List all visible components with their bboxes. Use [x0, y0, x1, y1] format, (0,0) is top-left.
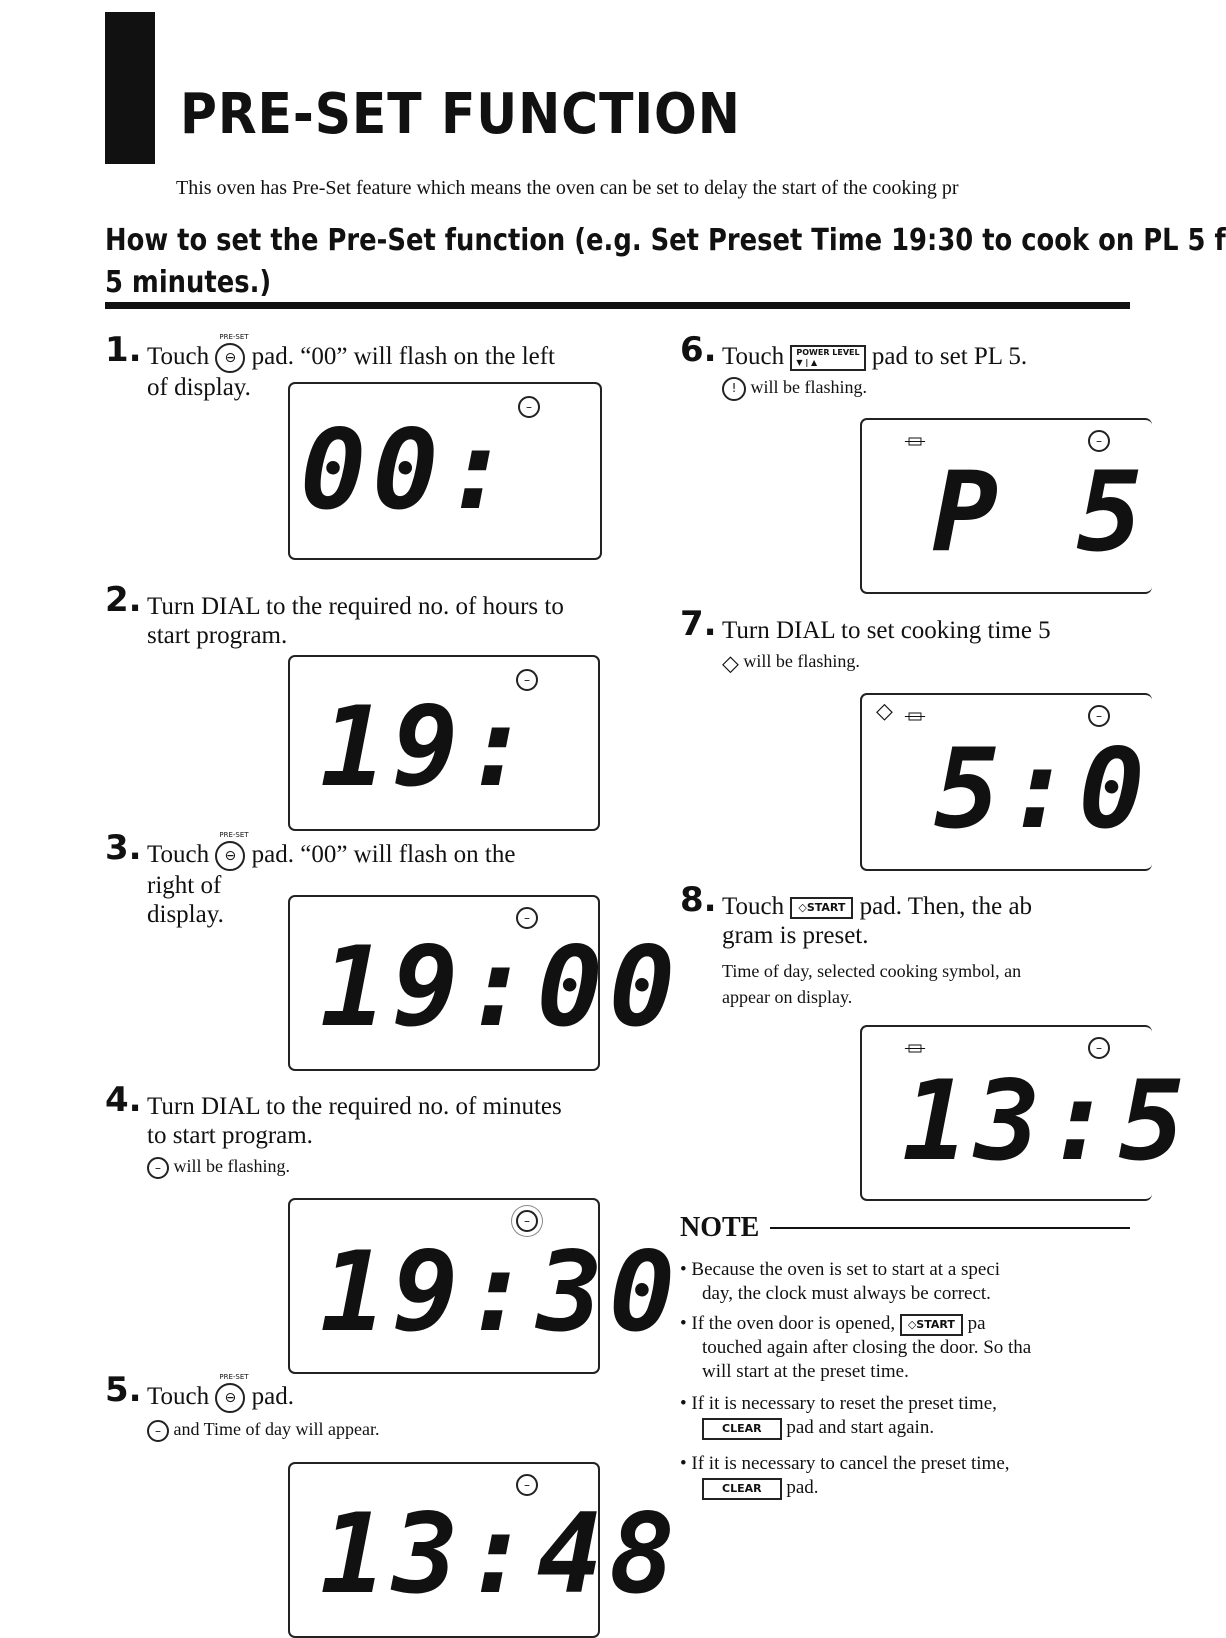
clear-pad-icon: CLEAR — [702, 1418, 782, 1440]
step-text: Turn DIAL to the required no. of hours to — [147, 593, 564, 620]
step-number: 1. — [105, 330, 142, 370]
step-text: display. — [147, 901, 224, 929]
heading-line-1: How to set the Pre-Set function (e.g. Set Preset Time 19:30 to cook on PL 5 f — [105, 223, 1226, 258]
step-text: pad. “00” will flash on the left — [251, 343, 556, 370]
cooking-pot-icon: ⏛ — [904, 706, 927, 731]
display-digits: 5:0 — [934, 725, 1151, 853]
preset-pad-icon: PRE-SET ⊖ — [215, 841, 245, 871]
lcd-display — [288, 655, 600, 831]
clock-icon: – — [516, 1474, 538, 1496]
note-text: will start at the preset time. — [702, 1361, 909, 1382]
step-number: 3. — [105, 828, 142, 868]
lcd-display — [288, 1462, 682, 1638]
step-5 — [105, 1370, 645, 1452]
display-digits: 13:48 — [320, 1490, 682, 1618]
step-2 — [105, 580, 645, 662]
step-number: 2. — [105, 580, 142, 620]
lcd-display — [860, 418, 1152, 594]
step-text: pad. Then, the ab — [859, 893, 1033, 920]
step-text: pad. “00” will flash on the — [251, 841, 516, 868]
lcd-display — [860, 1025, 1191, 1201]
note-text: pad and start again. — [786, 1417, 935, 1438]
clock-icon: – — [147, 1420, 169, 1442]
clock-icon: – — [1088, 430, 1110, 452]
note-title: NOTE — [680, 1212, 760, 1243]
display-digits: 00: — [300, 406, 517, 534]
step-number: 7. — [680, 604, 717, 644]
step-number: 8. — [680, 880, 717, 920]
clock-icon: – — [147, 1157, 169, 1179]
display-digits: 19: — [320, 683, 537, 811]
note-text: day, the clock must always be correct. — [702, 1283, 991, 1304]
note-item-4 — [680, 1452, 1010, 1500]
lcd-display — [860, 693, 1152, 871]
flashing-clock-icon: – — [516, 1210, 538, 1232]
step-text: Touch — [147, 1383, 210, 1410]
note-item-2 — [680, 1312, 1031, 1384]
page-title: PRE-SET FUNCTION — [180, 82, 741, 147]
clock-icon: – — [516, 907, 538, 929]
display-digits: P 5 — [932, 448, 1149, 576]
step-text: pad. — [251, 1383, 294, 1410]
step-text: Touch — [147, 841, 210, 868]
clock-icon: – — [518, 396, 540, 418]
note-text: • If it is necessary to reset the preset time, — [680, 1393, 997, 1414]
preset-pad-icon: PRE-SET ⊖ — [215, 1383, 245, 1413]
step-text: right of — [147, 872, 222, 900]
note-item-1 — [680, 1258, 1000, 1306]
pad-caption: PRE-SET — [219, 1373, 249, 1382]
pad-caption: PRE-SET — [219, 333, 249, 342]
section-heading — [105, 220, 1226, 304]
intro-text: This oven has Pre-Set feature which means the oven can be set to delay the start of the cooking pr — [176, 177, 959, 199]
note-item-3 — [680, 1392, 997, 1440]
section-marker-bar — [105, 12, 155, 164]
heading-line-2: 5 minutes.) — [105, 265, 272, 300]
power-level-pad-icon: POWER LEVEL ▼ | ▲ — [790, 345, 865, 371]
clear-pad-icon: CLEAR — [702, 1478, 782, 1500]
cooking-pot-icon: ⏛ — [904, 1038, 927, 1063]
step-4 — [105, 1080, 645, 1192]
display-digits: 19:30 — [320, 1228, 682, 1356]
start-pad-icon: ◇START — [790, 897, 853, 919]
note-text: • Because the oven is set to start at a speci — [680, 1259, 1001, 1280]
lcd-display — [288, 1198, 682, 1374]
note-text: touched again after closing the door. So tha — [702, 1337, 1032, 1358]
step-text: Touch — [722, 343, 785, 370]
start-pad-icon: ◇START — [900, 1314, 963, 1336]
display-digits: 19:00 — [320, 923, 682, 1051]
display-digits: 13:5 — [902, 1057, 1191, 1185]
step-7 — [680, 604, 1130, 686]
note-text: pad. — [786, 1477, 819, 1498]
clock-icon: – — [1088, 1037, 1110, 1059]
step-subtext: will be flashing. — [750, 377, 867, 398]
step-number: 5. — [105, 1370, 142, 1410]
preset-pad-icon: PRE-SET ⊖ — [215, 343, 245, 373]
start-diamond-icon: ◇ — [722, 650, 739, 676]
lcd-display — [288, 895, 682, 1071]
step-text: Touch — [147, 343, 210, 370]
step-text: Touch — [722, 893, 785, 920]
step-text: to start program. — [147, 1122, 313, 1149]
step-subtext: and Time of day will appear. — [173, 1419, 380, 1440]
heading-divider — [105, 302, 1130, 309]
step-subtext: Time of day, selected cooking symbol, an — [722, 961, 1022, 981]
lcd-display — [288, 382, 602, 560]
note-text: pa — [967, 1313, 986, 1334]
step-subtext: will be flashing. — [173, 1156, 290, 1176]
step-text: start program. — [147, 622, 288, 649]
step-number: 4. — [105, 1080, 142, 1120]
pad-caption: PRE-SET — [219, 831, 249, 840]
clock-icon: – — [1088, 705, 1110, 727]
step-number: 6. — [680, 330, 717, 370]
step-text: pad to set PL 5. — [871, 343, 1028, 370]
note-text: • If the oven door is opened, — [680, 1313, 896, 1334]
step-8 — [680, 880, 1130, 1012]
note-text: • If it is necessary to cancel the preset time, — [680, 1453, 1010, 1474]
step-text: Turn DIAL to the required no. of minutes — [147, 1093, 562, 1120]
step-text: Turn DIAL to set cooking time 5 — [722, 617, 1051, 644]
step-6 — [680, 330, 1130, 412]
timer-icon: ! — [722, 377, 746, 401]
step-text: of display. — [147, 374, 251, 402]
cooking-pot-icon: ⏛ — [904, 431, 927, 456]
pad-caption: POWER LEVEL — [796, 348, 860, 358]
note-divider — [770, 1227, 1130, 1229]
step-subtext: appear on display. — [722, 987, 853, 1007]
step-text: gram is preset. — [722, 922, 869, 949]
step-subtext: will be flashing. — [743, 651, 860, 671]
start-diamond-icon: ◇ — [876, 699, 893, 724]
clock-icon: – — [516, 669, 538, 691]
